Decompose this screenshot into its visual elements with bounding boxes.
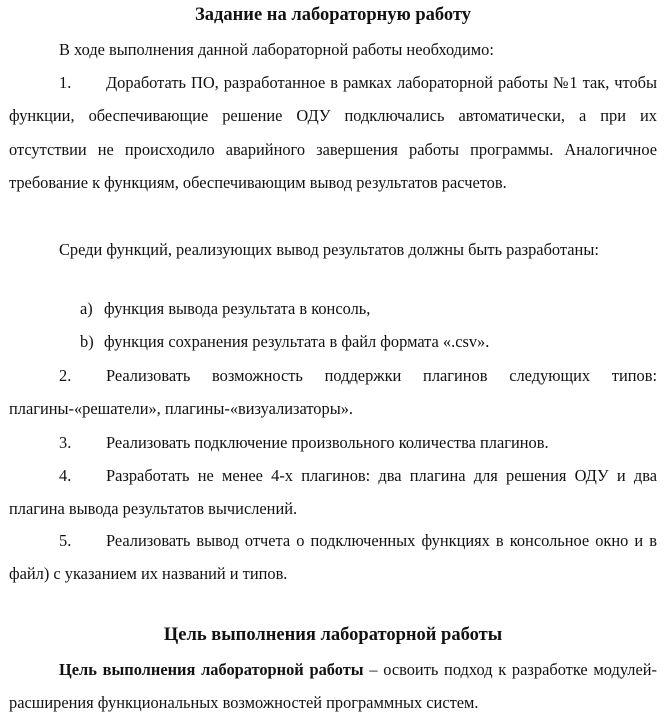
sub-item-letter: b) — [80, 332, 94, 351]
list-item-text: Реализовать вывод отчета о подключенных функциях в консольное окно и в файл) с указанием их названий и типов. — [9, 531, 657, 584]
sub-item-text: функция сохранения результата в файл формата «.csv». — [104, 332, 490, 351]
section-title-goal: Цель выполнения лабораторной работы — [163, 625, 503, 645]
list-item-5 — [9, 524, 657, 591]
list-item-number: 4. — [59, 466, 72, 485]
goal-paragraph — [9, 653, 657, 720]
sub-item-text: функция вывода результата в консоль, — [104, 299, 371, 318]
list-item-number: 2. — [59, 366, 72, 385]
list-item-number: 3. — [59, 433, 72, 452]
list-item-text: Разработать не менее 4-х плагинов: два плагина для решения ОДУ и два плагина вывода результатов вычислений. — [9, 466, 657, 519]
sub-item-a — [80, 298, 370, 320]
list-item-4 — [9, 459, 657, 526]
list-item-text: Реализовать возможность поддержки плагинов следующих типов: плагины-«решатели», плагины-«визуализаторы». — [9, 366, 657, 419]
output-functions-intro: Среди функций, реализующих вывод результатов должны быть разработаны: — [59, 240, 599, 259]
list-item-text: Доработать ПО, разработанное в рамках лабораторной работы №1 так, чтобы функции, обеспечивающие решение ОДУ подключались автоматически, а при их отсутствии не происходило аварийного завершения работы программы. Аналогичное требование к функциям, обеспечивающим вывод результатов расчетов. — [9, 73, 657, 193]
list-item-number: 1. — [59, 73, 72, 92]
list-item-number: 5. — [59, 531, 72, 550]
section-title-task: Задание на лабораторную работу — [195, 5, 471, 25]
sub-item-letter: a) — [80, 299, 93, 318]
sub-item-b — [80, 331, 489, 353]
list-item-1 — [9, 66, 657, 200]
list-item-text: Реализовать подключение произвольного количества плагинов. — [106, 433, 549, 452]
goal-label: Цель выполнения лабораторной работы — [59, 660, 364, 679]
goal-text: – освоить подход к разработке модулей-расширения функциональных возможностей программных систем. — [9, 660, 657, 713]
intro-paragraph: В ходе выполнения данной лабораторной работы необходимо: — [59, 40, 494, 59]
list-item-2 — [9, 359, 657, 426]
list-item-3 — [9, 426, 657, 459]
